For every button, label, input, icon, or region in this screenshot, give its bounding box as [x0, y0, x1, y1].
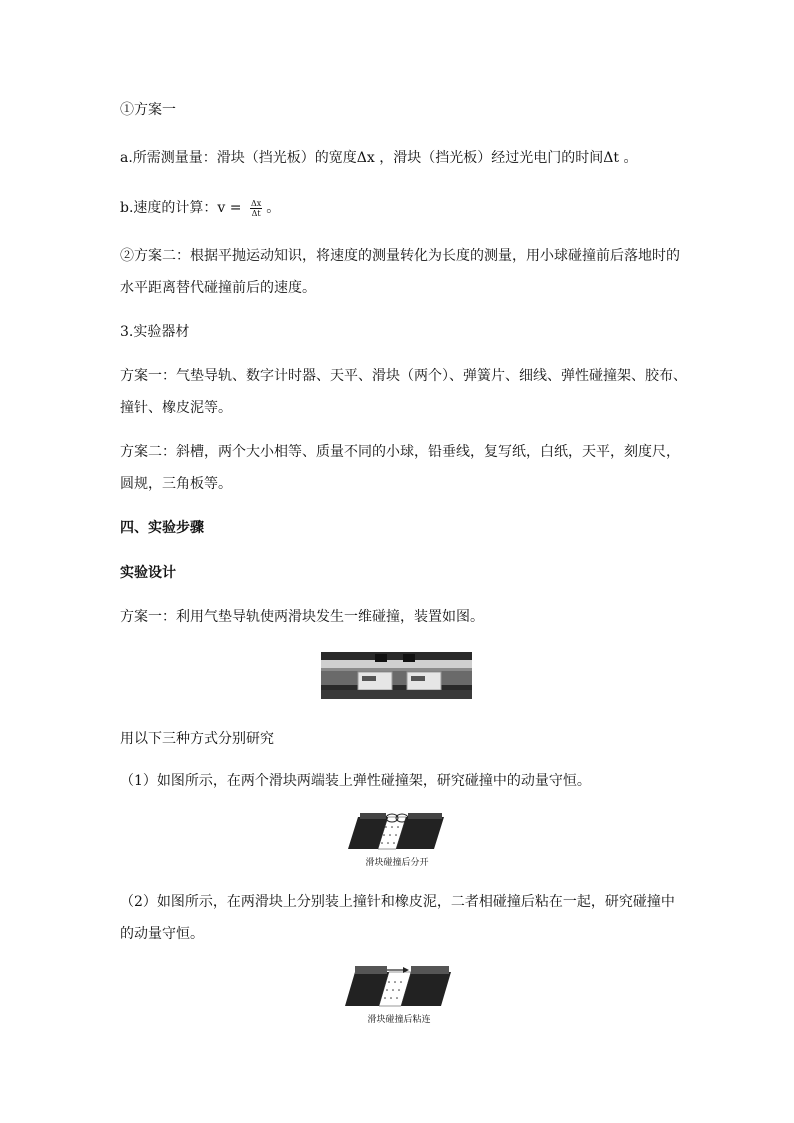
equip1-line2: 撞针、橡皮泥等。 [120, 400, 232, 416]
velocity-fraction [250, 199, 262, 218]
way2-line1: （2）如图所示，在两滑块上分别装上撞针和橡皮泥，二者相碰撞后粘在一起，研究碰撞中 [120, 894, 675, 910]
sliders-separate-figure [348, 813, 446, 853]
plan1-heading: ①方案一 [120, 102, 176, 118]
air-track-photo [321, 652, 472, 699]
equip2-line2: 圆规，三角板等。 [120, 476, 232, 492]
sliders-stick-figure [345, 966, 453, 1008]
equip1-line1: 方案一：气垫导轨、数字计时器、天平、滑块（两个）、弹簧片、细线、弹性碰撞架、胶布、 [120, 368, 687, 384]
plan1-a: a.所需测量量：滑块（挡光板）的宽度Δx ，滑块（挡光板）经过光电门的时间Δt 。 [120, 150, 638, 166]
equip2-line1: 方案二：斜槽，两个大小相等、质量不同的小球，铅垂线，复写纸，白纸，天平，刻度尺， [120, 444, 680, 460]
plan1-b-prefix: b.速度的计算：v = [120, 200, 246, 216]
plan1-b [120, 198, 280, 218]
section-4-heading: 四、实验步骤 [120, 520, 204, 536]
fig3-caption: 滑块碰撞后粘连 [367, 1015, 431, 1025]
fraction-numerator: Δx [250, 198, 262, 208]
section-3-heading: 3.实验器材 [120, 324, 190, 340]
fig2-caption: 滑块碰撞后分开 [365, 858, 429, 868]
design-plan1: 方案一：利用气垫导轨使两滑块发生一维碰撞，装置如图。 [120, 609, 484, 625]
way2-line2: 的动量守恒。 [120, 926, 204, 942]
plan1-b-suffix: 。 [266, 200, 281, 216]
plan2-line1: ②方案二：根据平抛运动知识，将速度的测量转化为长度的测量，用小球碰撞前后落地时的 [120, 248, 680, 264]
way1: （1）如图所示，在两个滑块两端装上弹性碰撞架，研究碰撞中的动量守恒。 [120, 773, 591, 789]
three-ways: 用以下三种方式分别研究 [120, 731, 274, 747]
plan2-line2: 水平距离替代碰撞前后的速度。 [120, 280, 316, 296]
fraction-denominator: Δt [251, 208, 261, 218]
design-heading: 实验设计 [120, 565, 176, 581]
